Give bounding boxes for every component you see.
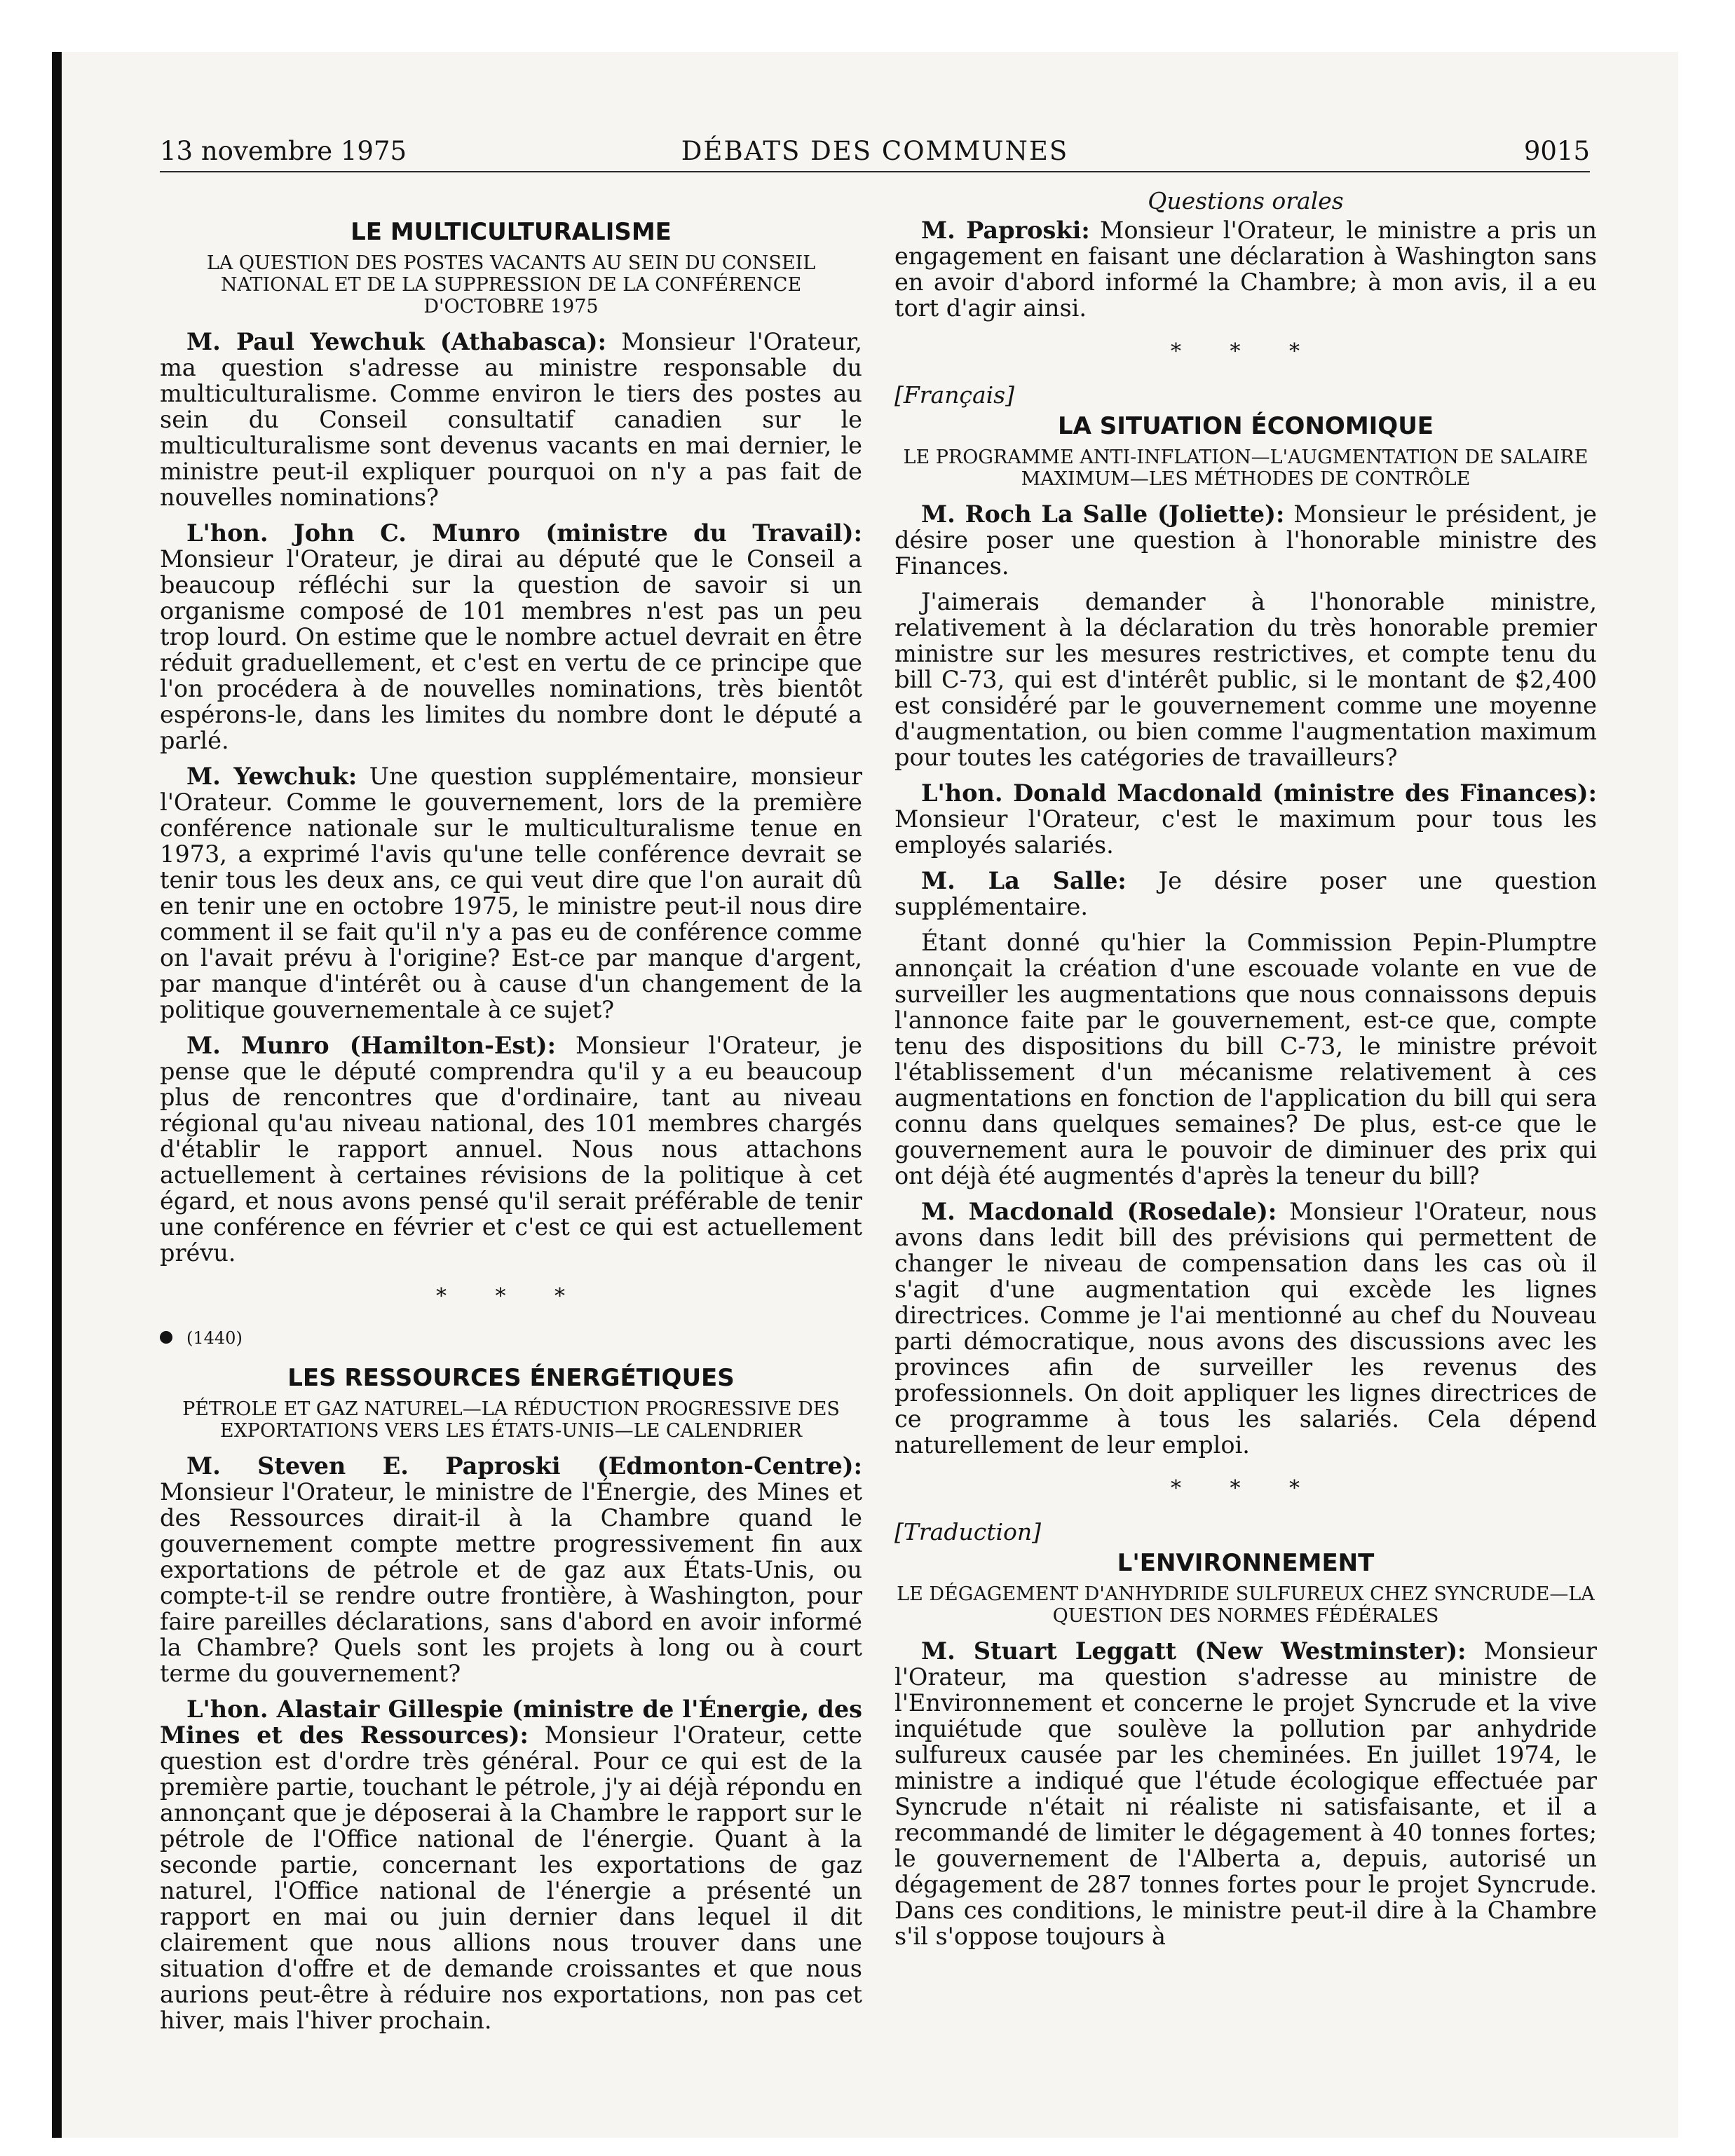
speech-text: Monsieur l'Orateur, je dirai au député que le Conseil a beaucoup réfléchi sur la question de savoir si un organisme composé de 101 membres n'est pas un peu trop lourd. On estime que le nombre actuel devrait en être réduit graduellement, et c'est en vertu de ce principe que l'on procédera à de nouvelles nominations, très bientôt espérons-le, dans les limites du nombre dont le député a parlé. <box>160 545 862 754</box>
running-header <box>160 136 1590 172</box>
time-marker <box>160 1327 862 1349</box>
scan-edge-strip <box>52 52 62 2138</box>
section-subtitle-multiculturalisme: LA QUESTION DES POSTES VACANTS AU SEIN DU CONSEIL NATIONAL ET DE LA SUPPRESSION DE LA CONFÉRENCE D'OCTOBRE 1975 <box>206 252 816 318</box>
bullet-icon <box>160 1331 172 1344</box>
language-marker: [Traduction] <box>894 1518 1042 1546</box>
speaker-name: M. Yewchuk: <box>186 763 358 790</box>
page-number: 9015 <box>1523 136 1590 166</box>
speech-paragraph <box>894 217 1597 321</box>
speech-paragraph <box>160 1032 862 1266</box>
speech-text: Monsieur l'Orateur, le ministre de l'Énergie, des Mines et des Ressources dirait-il à la Chambre quand le gouvernement compte mettre progressivement fin aux exportations de pétrole et de gaz aux États-Unis, ou compte-t-il se rendre outre frontière, à Washington, pour faire pareilles déclarations, sans d'abord en avoir informé la Chambre? Quels sont les projets à long ou à court terme du gouvernement? <box>160 1478 862 1687</box>
speech-text: Monsieur l'Orateur, le ministre a pris un engagement en faisant une déclaration à Washington sans en avoir d'abord informé la Chambre; à mon avis, il a eu tort d'agir ainsi. <box>894 217 1597 322</box>
speech-paragraph <box>894 780 1597 858</box>
speech-text: Monsieur l'Orateur, nous avons dans ledit bill des prévisions qui permettent de changer le niveau de compensation dans les cas où il s'agit d'une augmentation qui excède les lignes directrices. Comme je l'ai mentionné au chef du Nouveau parti démocratique, nous avons des discussions avec les provinces afin de surveiller les revenus des professionnels. On doit appliquer les lignes directrices de ce programme à tous les salariés. Cela dépend naturellement de leur emploi. <box>894 1198 1597 1459</box>
speech-text: Étant donné qu'hier la Commission Pepin-Plumptre annonçait la création d'une escouade volante en vue de surveiller les augmentations que nous connaissons depuis l'annonce faite par le gouvernement, est-ce que, compte tenu des dispositions du bill C-73, le ministre prévoit l'établissement d'un mécanisme relativement à ces augmentations en fonction de l'application du bill qui sera connu dans quelques semaines? De plus, est-ce que le gouvernement aura le pouvoir de diminuer des prix qui ont déjà été augmentés d'après la teneur du bill? <box>894 929 1597 1189</box>
section-separator: * * * <box>435 1284 587 1309</box>
speech-text: Monsieur l'Orateur, c'est le maximum pour tous les employés salariés. <box>894 805 1597 859</box>
header-date: 13 novembre 1975 <box>160 136 407 166</box>
speaker-name: M. Paul Yewchuk (Athabasca): <box>186 328 607 355</box>
speech-paragraph <box>894 868 1597 920</box>
speech-paragraph <box>894 1199 1597 1458</box>
speaker-name: M. Munro (Hamilton-Est): <box>186 1032 556 1059</box>
speaker-name: M. Paproski: <box>921 217 1090 244</box>
speech-paragraph <box>894 1638 1597 1949</box>
section-subtitle-environnement: LE DÉGAGEMENT D'ANHYDRIDE SULFUREUX CHEZ SYNCRUDE—LA QUESTION DES NORMES FÉDÉRALES <box>897 1583 1595 1627</box>
speaker-name: M. Macdonald (Rosedale): <box>921 1198 1277 1225</box>
speech-paragraph <box>894 929 1597 1189</box>
section-separator: * * * <box>1170 339 1321 364</box>
speaker-name: M. La Salle: <box>921 867 1127 894</box>
speaker-name: L'hon. John C. Munro (ministre du Travail): <box>186 519 862 547</box>
section-title-environnement: L'ENVIRONNEMENT <box>1117 1549 1375 1577</box>
time-marker-text: (1440) <box>186 1328 243 1348</box>
speech-text: Je désire poser une question supplémentaire. <box>894 867 1597 920</box>
speech-paragraph <box>160 329 862 510</box>
speech-text: Monsieur l'Orateur, ma question s'adresse au ministre de l'Environnement et concerne le projet Syncrude et la vive inquiétude que soulève la pollution par anhydride sulfureux causée par les cheminées. En juillet 1974, le ministre a indiqué que l'étude écologique effectuée par Syncrude n'était ni réaliste ni satisfaisante, et il a recommandé de limiter le dégagement à 40 tonnes fortes; le gouvernement de l'Alberta a, depuis, autorisé un dégagement de 287 tonnes fortes pour le projet Syncrude. Dans ces conditions, le ministre peut-il dire à la Chambre s'il s'oppose toujours à <box>894 1637 1598 1950</box>
right-column <box>894 188 1597 1959</box>
speech-text: Monsieur l'Orateur, ma question s'adresse au ministre responsable du multiculturalisme. Comme environ le tiers des postes au sein du Conseil consultatif canadien sur le multiculturalisme sont devenus vacants en mai dernier, le ministre peut-il expliquer pourquoi on n'y a pas fait de nouvelles nominations? <box>160 328 863 511</box>
speaker-name: M. Stuart Leggatt (New Westminster): <box>921 1637 1467 1665</box>
section-separator: * * * <box>1170 1476 1321 1501</box>
language-marker: [Français] <box>894 381 1014 409</box>
speech-paragraph <box>160 1453 862 1686</box>
speaker-name: L'hon. Donald Macdonald (ministre des Finances): <box>921 779 1597 807</box>
section-title-ressources: LES RESSOURCES ÉNERGÉTIQUES <box>287 1364 735 1392</box>
speaker-name: M. Roch La Salle (Joliette): <box>921 500 1285 528</box>
speech-text: Une question supplémentaire, monsieur l'Orateur. Comme le gouvernement, lors de la première conférence nationale sur le multiculturalisme tenue en 1973, a exprimé l'avis qu'une telle conférence devrait se tenir tous les deux ans, ce qui veut dire que l'on aurait dû en tenir une en octobre 1975, le ministre peut-il nous dire comment il se fait qu'il n'y a pas eu de conférence comme on l'avait prévu à l'origine? Est-ce par manque d'argent, par manque d'intérêt ou à cause d'un changement de la politique gouvernementale à ce sujet? <box>160 763 862 1023</box>
speech-text: J'aimerais demander à l'honorable ministre, relativement à la déclaration du très honorable premier ministre sur les mesures restrictives, et compte tenu du bill C-73, qui est d'intérêt public, si le montant de $2,400 est considéré par le gouvernement comme une moyenne d'augmentation, ou bien comme l'augmentation maximum pour toutes les catégories de travailleurs? <box>894 588 1597 771</box>
column-heading: Questions orales <box>1148 187 1344 214</box>
left-column <box>160 188 862 2043</box>
speaker-name: M. Steven E. Paproski (Edmonton-Centre): <box>186 1452 862 1480</box>
section-subtitle-ressources: PÉTROLE ET GAZ NATUREL—LA RÉDUCTION PROGRESSIVE DES EXPORTATIONS VERS LES ÉTATS-UNIS—LE CALENDRIER <box>182 1398 840 1442</box>
speech-paragraph <box>160 763 862 1023</box>
speech-paragraph <box>160 1696 862 2033</box>
section-title-situation-economique: LA SITUATION ÉCONOMIQUE <box>1057 412 1434 440</box>
speaker-name: L'hon. Alastair Gillespie (ministre de l'Énergie, des Mines et des Ressources): <box>160 1696 862 1749</box>
speech-text: Monsieur le président, je désire poser une question à l'honorable ministre des Finances. <box>894 500 1597 580</box>
speech-paragraph <box>894 501 1597 579</box>
section-title-multiculturalisme: LE MULTICULTURALISME <box>351 218 672 246</box>
speech-text: Monsieur l'Orateur, je pense que le député comprendra qu'il y a eu beaucoup plus de rencontres que d'ordinaire, tant au niveau régional qu'au niveau national, des 101 membres chargés d'établir le rapport annuel. Nous nous attachons actuellement à certaines révisions de la politique à cet égard, et nous avons pensé qu'il serait préférable de tenir une conférence en février et c'est ce qui est actuellement prévu. <box>160 1032 862 1267</box>
header-title: DÉBATS DES COMMUNES <box>681 136 1069 166</box>
speech-paragraph <box>160 520 862 753</box>
speech-paragraph <box>894 589 1597 770</box>
section-subtitle-situation-economique: LE PROGRAMME ANTI-INFLATION—L'AUGMENTATION DE SALAIRE MAXIMUM—LES MÉTHODES DE CONTRÔLE <box>903 446 1588 490</box>
speech-text: Monsieur l'Orateur, cette question est d'ordre très général. Pour ce qui est de la première partie, touchant le pétrole, j'y ai déjà répondu en annonçant que je déposerai à la Chambre le rapport sur le pétrole de l'Office national de l'énergie. Quant à la seconde partie, concernant les exportations de gaz naturel, l'Office national de l'énergie a présenté un rapport en mai ou juin dernier dans lequel il dit clairement que nous allions nous trouver dans une situation d'offre et de demande croissantes et que nous aurions peut-être à réduire nos exportations, non pas cet hiver, mais l'hiver prochain. <box>160 1721 862 2034</box>
